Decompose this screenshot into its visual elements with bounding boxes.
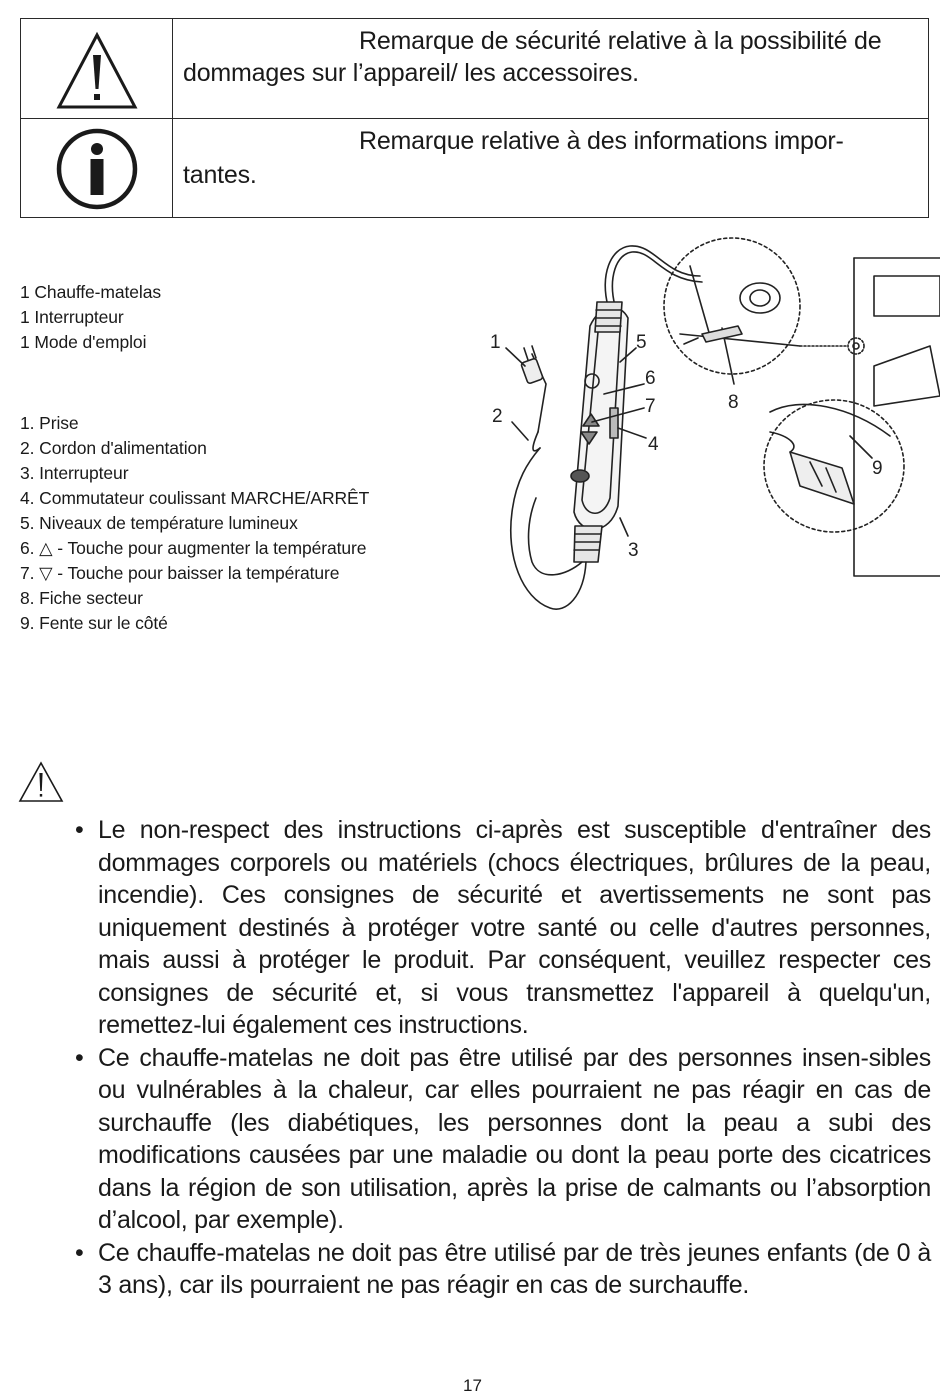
list-item: 1 Interrupteur <box>20 307 124 327</box>
callout-6: 6 <box>645 368 656 389</box>
callout-5: 5 <box>636 332 647 353</box>
callout-2: 2 <box>492 406 503 427</box>
notice-text-warning: Remarque de sécurité relative à la possibilité de dommages sur l’appareil/ les accessoires. <box>183 27 882 87</box>
safety-warnings-list <box>75 814 931 1302</box>
list-item: 1. Prise <box>20 413 79 433</box>
list-item: 4. Commutateur coulissant MARCHE/ARRÊT <box>20 488 370 508</box>
list-item: 1 Chauffe-matelas <box>20 282 161 302</box>
list-item: • Ce chauffe-matelas ne doit pas être utilisé par de très jeunes enfants (de 0 à 3 ans), car ils pourraient ne pas réagir en cas de surchauffe. <box>75 1237 931 1302</box>
list-item: 5. Niveaux de température lumineux <box>20 513 298 533</box>
list-item: • Ce chauffe-matelas ne doit pas être utilisé par des personnes insen-sibles ou vulnérables à la chaleur, car elles pourraient ne pas réagir en cas de surchauffe (les diabétiques, les personnes dont la peau a subi des modifications causées par une maladie ou dont la peau porte des cicatrices dans la région de son utilisation, après la prise de calmants ou l’absorption d’alcool, par exemple). <box>75 1042 931 1237</box>
notice-icon-cell <box>21 19 173 118</box>
warning-triangle-icon <box>18 760 64 804</box>
notice-text-info: Remarque relative à des informations impor-tantes. <box>183 127 844 189</box>
callout-9: 9 <box>872 458 883 479</box>
callout-3: 3 <box>628 540 639 561</box>
notice-icon-cell <box>21 119 173 217</box>
page-number: 17 <box>463 1376 482 1395</box>
warning-triangle-icon <box>55 27 139 111</box>
list-item: 2. Cordon d'alimentation <box>20 438 207 458</box>
list-item: 1 Mode d'emploi <box>20 332 147 352</box>
notice-row-info <box>21 119 928 217</box>
parts-list <box>20 411 369 636</box>
list-item: 3. Interrupteur <box>20 463 129 483</box>
list-item: 6. △ - Touche pour augmenter la température <box>20 538 367 558</box>
product-illustration <box>470 236 940 626</box>
list-item: 7. ▽ - Touche pour baisser la température <box>20 563 340 583</box>
callout-8: 8 <box>728 392 739 413</box>
contents-list <box>20 280 161 355</box>
callout-1: 1 <box>490 332 501 353</box>
list-item: 9. Fente sur le côté <box>20 613 168 633</box>
list-item: • Le non-respect des instructions ci-après est susceptible d'entraîner des dommages corporels ou matériels (chocs électriques, brûlures de la peau, incendie). Ces consignes de sécurité et avertissements ne sont pas uniquement destinés à protéger votre santé ou celle d'autres personnes, mais aussi à protéger le produit. Par conséquent, veuillez respecter ces consignes de sécurité et, si vous transmettez l'appareil à quelqu'un, remettez-lui également ces instructions. <box>75 814 931 1042</box>
notice-table <box>20 18 929 218</box>
info-icon <box>55 127 139 211</box>
list-item: 8. Fiche secteur <box>20 588 143 608</box>
callout-7: 7 <box>645 396 656 417</box>
notice-row-warning <box>21 19 928 119</box>
callout-4: 4 <box>648 434 659 455</box>
